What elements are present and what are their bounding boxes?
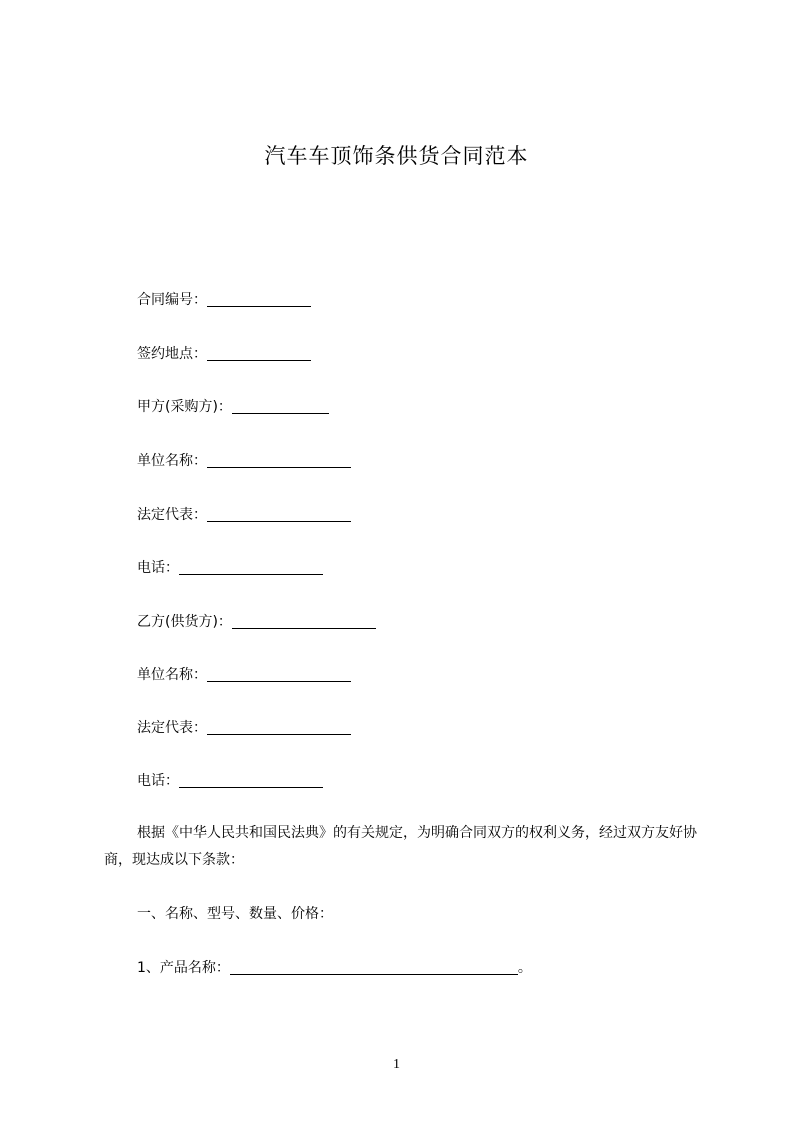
party-a-phone-blank (179, 558, 323, 575)
item-1-suffix: 。 (517, 960, 532, 976)
party-a-line (137, 396, 329, 418)
party-b-unit-blank (207, 665, 351, 682)
party-a-phone-label: 电话： (137, 560, 179, 576)
party-b-blank (232, 612, 376, 629)
party-b-rep-label: 法定代表： (137, 720, 207, 736)
party-b-rep-blank (207, 718, 351, 735)
party-b-line (137, 611, 376, 633)
party-b-unit-line (137, 664, 351, 686)
party-b-label: 乙方(供货方)： (137, 614, 232, 630)
item-1-line (137, 957, 532, 979)
party-b-phone-blank (179, 771, 323, 788)
page-number: 1 (393, 1057, 400, 1072)
party-b-phone-line (137, 770, 323, 792)
signing-place-line (137, 343, 311, 365)
item-1-blank (230, 958, 518, 975)
party-b-unit-label: 单位名称： (137, 667, 207, 683)
party-b-phone-label: 电话： (137, 773, 179, 789)
section-1-heading: 一、名称、型号、数量、价格： (137, 906, 333, 922)
party-b-rep-line (137, 717, 351, 739)
party-a-unit-blank (207, 451, 351, 468)
party-a-label: 甲方(采购方)： (137, 399, 232, 415)
party-a-unit-label: 单位名称： (137, 453, 207, 469)
party-a-rep-blank (207, 505, 351, 522)
party-a-phone-line (137, 557, 323, 579)
party-a-rep-label: 法定代表： (137, 507, 207, 523)
contract-number-label: 合同编号： (137, 292, 207, 308)
contract-number-blank (207, 290, 311, 307)
contract-number-line (137, 289, 311, 311)
document-title: 汽车车顶饰条供货合同范本 (264, 144, 529, 168)
item-1-label: 1、产品名称： (137, 960, 230, 976)
intro-paragraph: 根据《中华人民共和国民法典》的有关规定，为明确合同双方的权利义务，经过双方友好协商，现达成以下条款： (104, 825, 697, 868)
signing-place-label: 签约地点： (137, 346, 207, 362)
signing-place-blank (207, 344, 311, 361)
party-a-unit-line (137, 450, 351, 472)
party-a-blank (232, 397, 329, 414)
party-a-rep-line (137, 504, 351, 526)
